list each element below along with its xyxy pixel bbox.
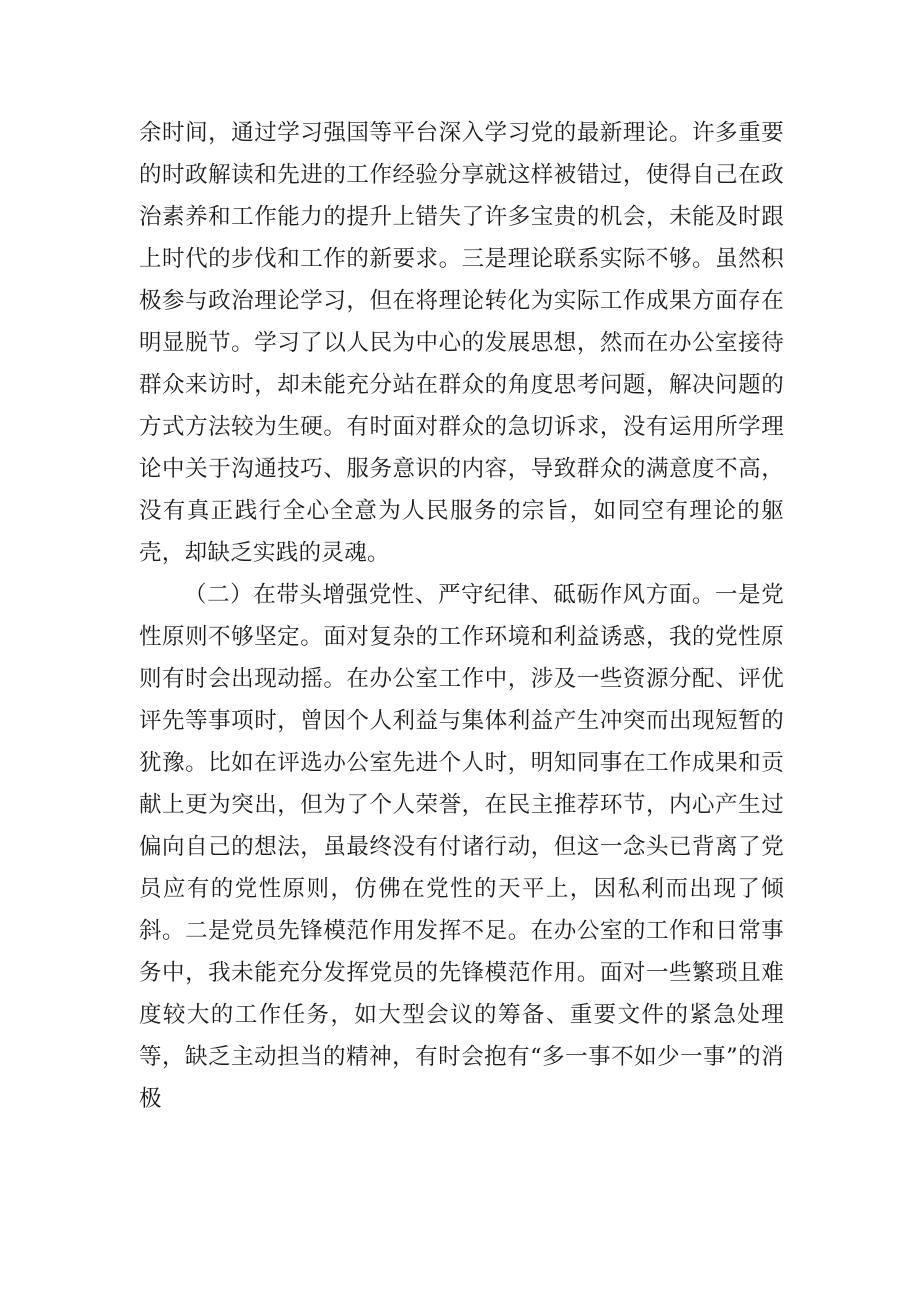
document-body — [139, 112, 784, 1120]
paragraph-party-spirit: （二）在带头增强党性、严守纪律、砥砺作风方面。一是党性原则不够坚定。面对复杂的工作环境和利益诱惑，我的党性原则有时会出现动摇。在办公室工作中，涉及一些资源分配、评优评先等事项时，曾因个人利益与集体利益产生冲突而出现短暂的犹豫。比如在评选办公室先进个人时，明知同事在工作成果和贡献上更为突出，但为了个人荣誉，在民主推荐环节，内心产生过偏向自己的想法，虽最终没有付诸行动，但这一念头已背离了党员应有的党性原则，仿佛在党性的天平上，因私利而出现了倾斜。二是党员先锋模范作用发挥不足。在办公室的工作和日常事务中，我未能充分发挥党员的先锋模范作用。面对一些繁琐且难度较大的工作任务，如大型会议的筹备、重要文件的紧急处理等，缺乏主动担当的精神，有时会抱有“多一事不如少一事”的消极 — [139, 582, 784, 1112]
paragraph-theory-practice: 余时间，通过学习强国等平台深入学习党的最新理论。许多重要的时政解读和先进的工作经验分享就这样被错过，使得自己在政治素养和工作能力的提升上错失了许多宝贵的机会，未能及时跟上时代的步伐和工作的新要求。三是理论联系实际不够。虽然积极参与政治理论学习，但在将理论转化为实际工作成果方面存在明显脱节。学习了以人民为中心的发展思想，然而在办公室接待群众来访时，却未能充分站在群众的角度思考问题，解决问题的方式方法较为生硬。有时面对群众的急切诉求，没有运用所学理论中关于沟通技巧、服务意识的内容，导致群众的满意度不高，没有真正践行全心全意为人民服务的宗旨，如同空有理论的躯壳，却缺乏实践的灵魂。 — [139, 120, 784, 566]
